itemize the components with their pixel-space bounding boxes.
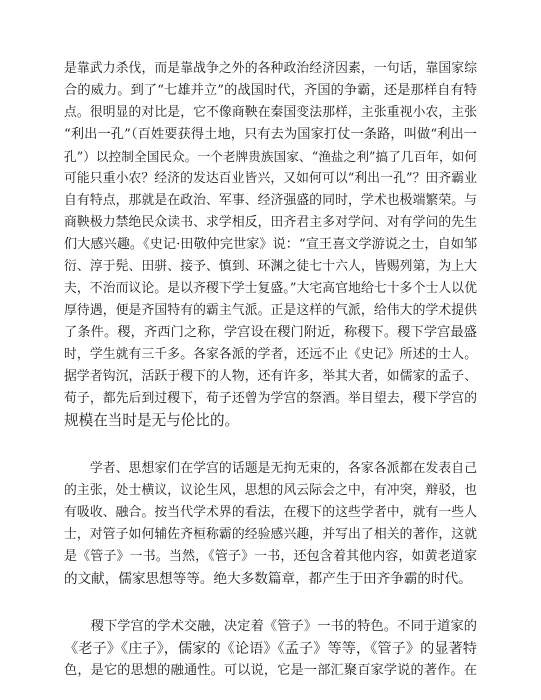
document-page (64, 58, 477, 682)
paragraph-gap (64, 432, 477, 458)
text-line: 学者、思想家们在学宫的话题是无拘无束的，各家各派都在发表自己 (64, 461, 477, 476)
text-line: 有吸收、融合。按当代学术界的看法，在稷下的这些学者中，就有一些人 (64, 505, 477, 520)
text-line: 是《管子》一书。当然，《管子》一书，还包含着其他内容，如黄老道家 (64, 549, 477, 564)
text-line: 色，是它的思想的融通性。可以说，它是一部汇聚百家学说的著作。在 (64, 663, 477, 678)
text-line: 的主张，处士横议，议论生风，思想的风云际会之中，有冲突，辩驳，也 (64, 483, 477, 498)
text-line: 商鞅极力禁绝民众读书、求学相反，田齐君主多对学问、对有学问的先生 (64, 215, 477, 230)
paragraph-gap (64, 590, 477, 616)
text-line: 据学者钩沉，活跃于稷下的人物，还有许多，举其大者，如儒家的孟子、 (64, 369, 477, 384)
text-line: 稷下学宫的学术交融，决定着《管子》一书的特色。不同于道家的 (64, 619, 477, 634)
text-line: “利出一孔”（百姓要获得土地，只有去为国家打仗一条路，叫做“利出一 (64, 127, 477, 142)
text-line: 了条件。稷，齐西门之称，学宫设在稷门附近，称稷下。稷下学宫最盛 (64, 325, 477, 340)
text-line: 《老子》《庄子》，儒家的《论语》《孟子》等等，《管子》的显著特 (64, 641, 477, 657)
text-line: 合的威力。到了“七雄并立”的战国时代，齐国的争霸，还是那样自有特 (64, 83, 477, 98)
text-line: 自有特点，那就是在政治、军事、经济强盛的同时，学术也极端繁荣。与 (64, 193, 477, 208)
text-line: 的文献，儒家思想等等。绝大多数篇章，都产生于田齐争霸的时代。 (64, 571, 472, 587)
text-line: 夫，不治而议论。是以齐稷下学士复盛。”大宅高官地给七十多个士人以优 (64, 281, 477, 296)
text-line: 们大感兴趣。《史记·田敬仲完世家》说：“宣王喜文学游说之士，自如邹 (64, 237, 478, 252)
paragraph-2 (64, 458, 477, 590)
text-line: 时，学生就有三千多。各家各派的学者，还远不止《史记》所述的士人。 (64, 347, 477, 362)
paragraph-3 (64, 616, 477, 682)
text-line: 是靠武力杀伐，而是靠战争之外的各种政治经济因素，一句话，靠国家综 (64, 61, 477, 76)
text-line: 点。很明显的对比是，它不像商鞅在秦国变法那样，主张重视小农，主张 (64, 105, 477, 120)
text-line: 士，对管子如何辅佐齐桓称霸的经验感兴趣，并写出了相关的著作，这就 (64, 527, 477, 542)
paragraph-1 (64, 58, 477, 432)
text-line: 规模在当时是无与伦比的。 (64, 412, 240, 429)
text-line: 厚待遇，便是齐国特有的霸主气派。正是这样的气派，给伟大的学术提供 (64, 303, 477, 318)
text-line: 孔”）以控制全国民众。一个老牌贵族国家、“渔盐之利”搞了几百年，如何 (64, 149, 477, 164)
text-line: 衍、淳于髡、田骈、接予、慎到、环渊之徒七十六人，皆赐列第，为上大 (64, 259, 477, 274)
text-line: 荀子，都先后到过稷下，荀子还曾为学宫的祭酒。举目望去，稷下学宫的 (64, 391, 477, 406)
text-line: 可能只重小农？经济的发达百业皆兴，又如何可以“利出一孔”？田齐霸业 (64, 171, 477, 186)
